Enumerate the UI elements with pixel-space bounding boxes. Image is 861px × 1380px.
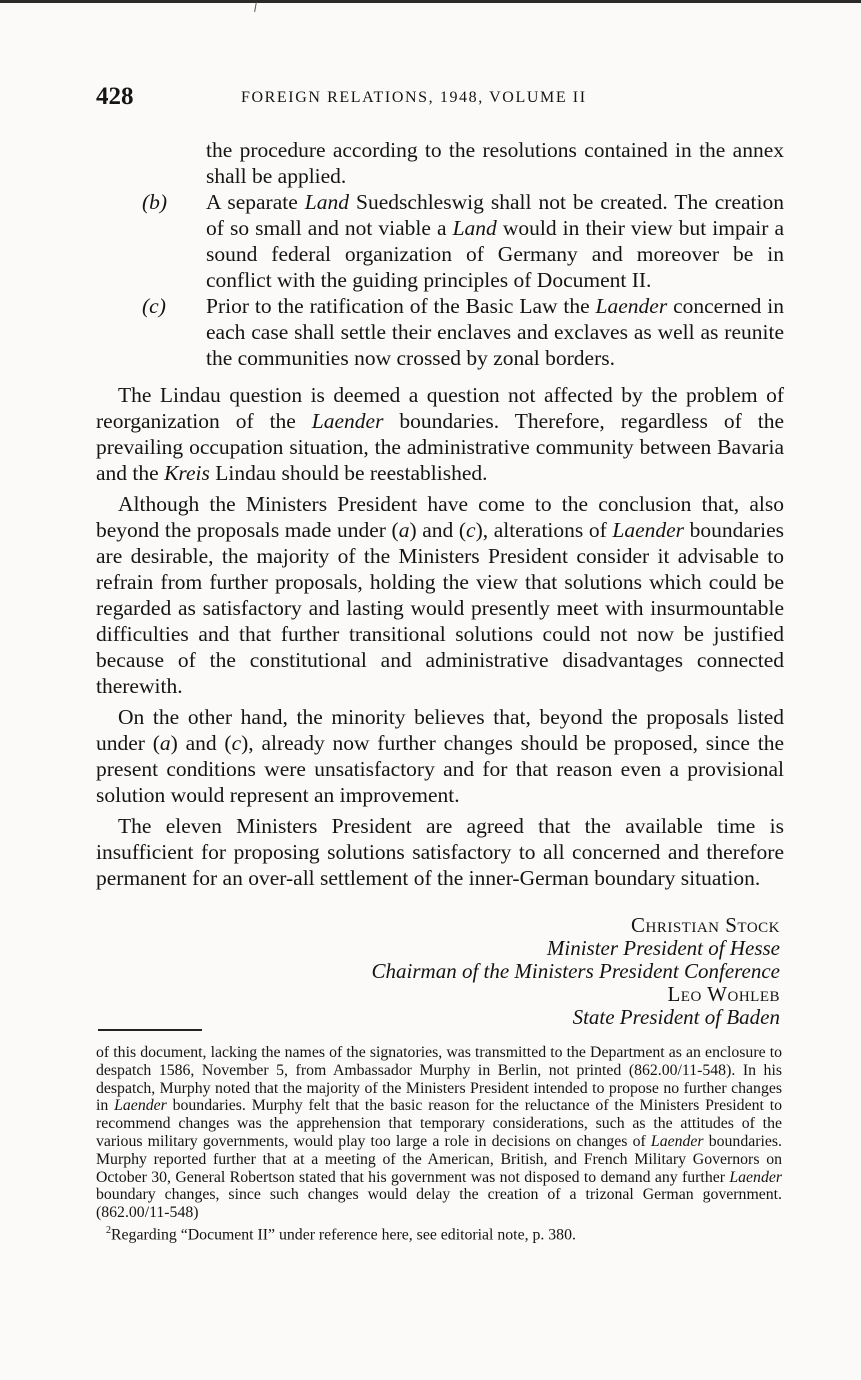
signatory-name: Leo Wohleb (667, 982, 780, 1006)
paragraph: The Lindau question is deemed a question not affected by the problem of reorganization of the Laender boundaries. Therefore, regardless of the prevailing occupation situation, the administrative community between Bavaria and the Kreis Lindau should be reestablished. (96, 383, 784, 485)
signatory-title: State President of Baden (572, 1005, 780, 1029)
footnotes (96, 1044, 782, 1244)
footnote-rule (98, 1029, 202, 1031)
footnote-text: Regarding “Document II” under reference here, see editorial note, p. 380. (111, 1226, 576, 1244)
item-label: (c) (142, 294, 166, 318)
paragraph: On the other hand, the minority believes that, beyond the proposals listed under (a) and (c), already now further changes should be proposed, since the present conditions were unsatisfactory and for that reason even a provisional solution would represent an improvement. (96, 705, 784, 807)
signatory-title: Minister President of Hesse (546, 936, 780, 960)
running-title: FOREIGN RELATIONS, 1948, VOLUME II (241, 89, 587, 106)
page-number: 428 (96, 83, 134, 110)
item-text: A separate Land Suedschleswig shall not be created. The creation of so small and not viable a Land would in their view but impair a sound federal organization of Germany and moreover be in conflict with the guiding principles of Document II. (206, 190, 784, 292)
footnote-continued: of this document, lacking the names of the signatories, was transmitted to the Department as an enclosure to despatch 1586, November 5, from Ambassador Murphy in Berlin, not printed (862.00/11-548). In his despatch, Murphy noted that the majority of the Ministers President intended to propose no further changes in Laender boundaries. Murphy felt that the basic reason for the reluctance of the Ministers President to recommend changes was the apprehension that temporary considerations, such as the attitudes of the various military governments, would play too large a role in decisions on changes of Laender boundaries. Murphy reported further that at a meeting of the American, British, and French Military Governors on October 30, General Robertson stated that his government was not disposed to demand any further Laender boundary changes, since such changes would delay the creation of a trizonal German government. (862.00/11-548) (96, 1044, 782, 1222)
body-text (96, 137, 784, 891)
continued-item-text: the procedure according to the resolutions contained in the annex shall be applied. (206, 138, 784, 188)
footnote-marker: 2 (106, 1224, 111, 1236)
signature-block (96, 914, 780, 1029)
item-text: Prior to the ratification of the Basic Law the Laender concerned in each case shall settle their enclaves and exclaves as well as reunite the communities now crossed by zonal borders. (206, 294, 784, 370)
scan-mark (254, 2, 257, 12)
signatory-name: Christian Stock (631, 913, 780, 937)
top-rule (0, 0, 861, 3)
page-header (96, 83, 786, 113)
signatory-title: Chairman of the Ministers President Conference (371, 959, 780, 983)
list-item-b (96, 189, 784, 293)
footnote-2 (96, 1222, 782, 1244)
item-label: (b) (142, 190, 168, 214)
paragraph: Although the Ministers President have come to the conclusion that, also beyond the proposals made under (a) and (c), alterations of Laender boundaries are desirable, the majority of the Ministers President consider it advisable to refrain from further proposals, holding the view that solutions which could be regarded as satisfactory and lasting would presently meet with insurmountable difficulties and that further transitional solutions could not now be justified because of the constitutional and administrative disadvantages connected therewith. (96, 492, 784, 698)
list-item-c (96, 293, 784, 371)
paragraph: The eleven Ministers President are agreed that the available time is insufficient for proposing solutions satisfactory to all concerned and therefore permanent for an over-all settlement of the inner-German boundary situation. (96, 814, 784, 890)
